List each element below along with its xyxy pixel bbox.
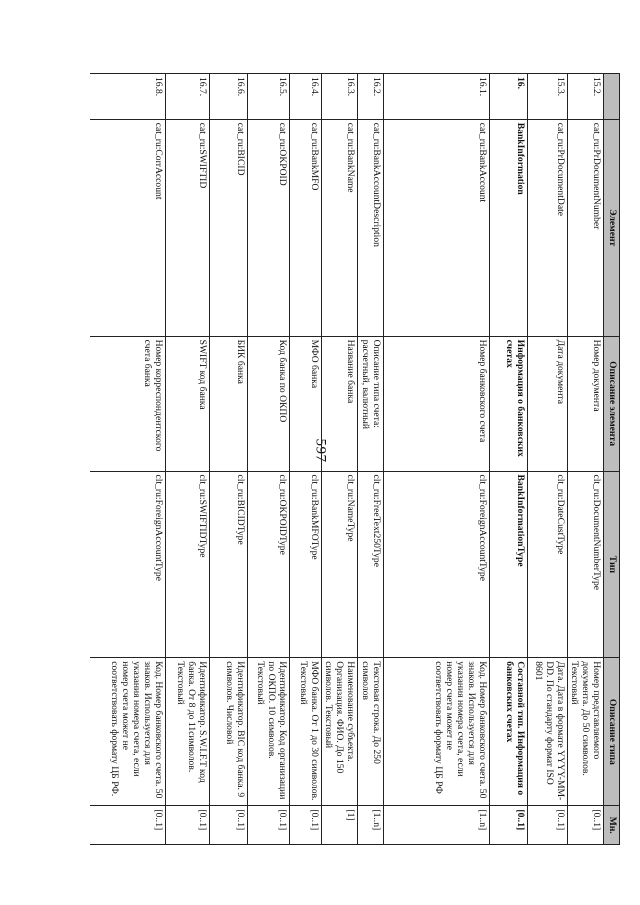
row-num: 16.7. [166, 74, 210, 120]
row-mn: [0..1] [210, 806, 248, 845]
row-mn: [1..n] [358, 806, 384, 845]
table-row [166, 74, 210, 845]
row-type: clt_ru:OKPOIDType [248, 471, 290, 658]
schema-table [90, 73, 620, 845]
row-element: cat_ru:SWIFTID [166, 119, 210, 336]
row-num: 16.5. [248, 74, 290, 120]
row-num: 16.2. [358, 74, 384, 120]
row-type: clt_ru:ForeignAccountType [90, 471, 166, 658]
row-type-desc: Идентификатор. BIC код банка. 9 символов. Числовой [210, 658, 248, 806]
row-type-desc: Идентификатор. Код организации по ОКПО. 10 символов. Текстовый [248, 658, 290, 806]
row-type-desc: Идентификатор. S.W.I.F.T код банка. От 8 до 11символов. Текстовый [166, 658, 210, 806]
row-element-desc: МФО банка [290, 336, 322, 471]
row-element-desc: Информация о банковских счетах [490, 336, 528, 471]
table-body [90, 74, 604, 845]
row-mn: [0..1] [490, 806, 528, 845]
row-type-desc: Дата. Дата в формате YYYY-MM-DD. По стандарту формат ISO 8601 [528, 658, 568, 806]
row-element: cat_ru:BICID [210, 119, 248, 336]
row-element: cat_ru:BankMFO [290, 119, 322, 336]
row-element-desc: Номер документа [568, 336, 604, 471]
row-element: BankInformation [490, 119, 528, 336]
header-type: Тип [604, 471, 620, 658]
row-element: cat_ru:OKPOID [248, 119, 290, 336]
row-element-desc: SWIFT код банка [166, 336, 210, 471]
row-num: 16.8. [90, 74, 166, 120]
header-mn: Мн. [604, 806, 620, 845]
row-mn: [0..1] [248, 806, 290, 845]
row-type-desc: Текстовая строка. До 250 символов [358, 658, 384, 806]
row-element-desc: Описание типа счета: расчетный, валютный [358, 336, 384, 471]
page-number: 597 [312, 438, 329, 463]
row-element: cat_ru:PrDocumentDate [528, 119, 568, 336]
row-type: clt_ru:BankMFOType [290, 471, 322, 658]
row-type: clt_ru:BICIDType [210, 471, 248, 658]
row-type: clt_ru:ForeignAccountType [384, 471, 490, 658]
table-row [568, 74, 604, 845]
row-mn: [0..1] [166, 806, 210, 845]
row-type-desc: Код. Номер банковского счета. 50 знаков. Используется для указания номера счета, если номер счета может не соответствовать формату ЦБ РФ [384, 658, 490, 806]
header-type-desc: Описание типа [604, 658, 620, 806]
table-row [210, 74, 248, 845]
row-element-desc: Номер банковского счета [384, 336, 490, 471]
row-type: clt_ru:SWIFTIDType [166, 471, 210, 658]
table-row [490, 74, 528, 845]
row-mn: [0..1] [528, 806, 568, 845]
row-num: 16.6. [210, 74, 248, 120]
row-num: 15.3. [528, 74, 568, 120]
row-element: cat_ru:BankName [322, 119, 358, 336]
row-mn: [0..1] [90, 806, 166, 845]
row-mn: [0..1] [290, 806, 322, 845]
row-type-desc: Наименование субъекта. Организация. ФИО. До 150 символов. Текстовый [322, 658, 358, 806]
row-element-desc: Код банка по ОКПО [248, 336, 290, 471]
table-row [358, 74, 384, 845]
header-num [604, 74, 620, 120]
row-element-desc: БИК банка [210, 336, 248, 471]
row-type: BankInformationType [490, 471, 528, 658]
row-num: 16.4. [290, 74, 322, 120]
table-row [322, 74, 358, 845]
row-type: clt_ru:DateCustType [528, 471, 568, 658]
row-element: cat_ru:BankAccountDescription [358, 119, 384, 336]
row-element-desc: Номер корреспондентского счета банка [90, 336, 166, 471]
row-num: 15.2. [568, 74, 604, 120]
row-type-desc: Номер представляемого документа. До 50 символов. Текстовый [568, 658, 604, 806]
row-type-desc: Составной тип. Информация о банковских счетах [490, 658, 528, 806]
row-element-desc: Дата документа [528, 336, 568, 471]
row-mn: [0..1] [568, 806, 604, 845]
row-element: cat_ru:PrDocumentNumber [568, 119, 604, 336]
row-type-desc: Код. Номер банковского счета. 50 знаков. Используется для указания номера счета, если номер счета может не соответствовать формату ЦБ РФ. [90, 658, 166, 806]
row-element: cat_ru:BankAccount [384, 119, 490, 336]
header-element-desc: Описание элемента [604, 336, 620, 471]
row-mn: [1..n] [384, 806, 490, 845]
row-num: 16. [490, 74, 528, 120]
table-row [384, 74, 490, 845]
table-row [248, 74, 290, 845]
rotated-table-frame [90, 73, 620, 845]
row-mn: [1] [322, 806, 358, 845]
row-num: 16.3. [322, 74, 358, 120]
table-row [528, 74, 568, 845]
row-type: clt_ru:NameType [322, 471, 358, 658]
row-num: 16.1. [384, 74, 490, 120]
header-element: Элемент [604, 119, 620, 336]
row-element-desc: Название банка [322, 336, 358, 471]
row-element: cat_ru:CorrAccount [90, 119, 166, 336]
table-row [290, 74, 322, 845]
rotated-table-content [90, 73, 620, 845]
row-type: clt_ru:DocumentNumberType [568, 471, 604, 658]
table-row [90, 74, 166, 845]
table-header-row [604, 74, 620, 845]
row-type: clt_ru:FreeText250Type [358, 471, 384, 658]
row-type-desc: МФО банка. От 1 до 30 символов. Текстовый [290, 658, 322, 806]
